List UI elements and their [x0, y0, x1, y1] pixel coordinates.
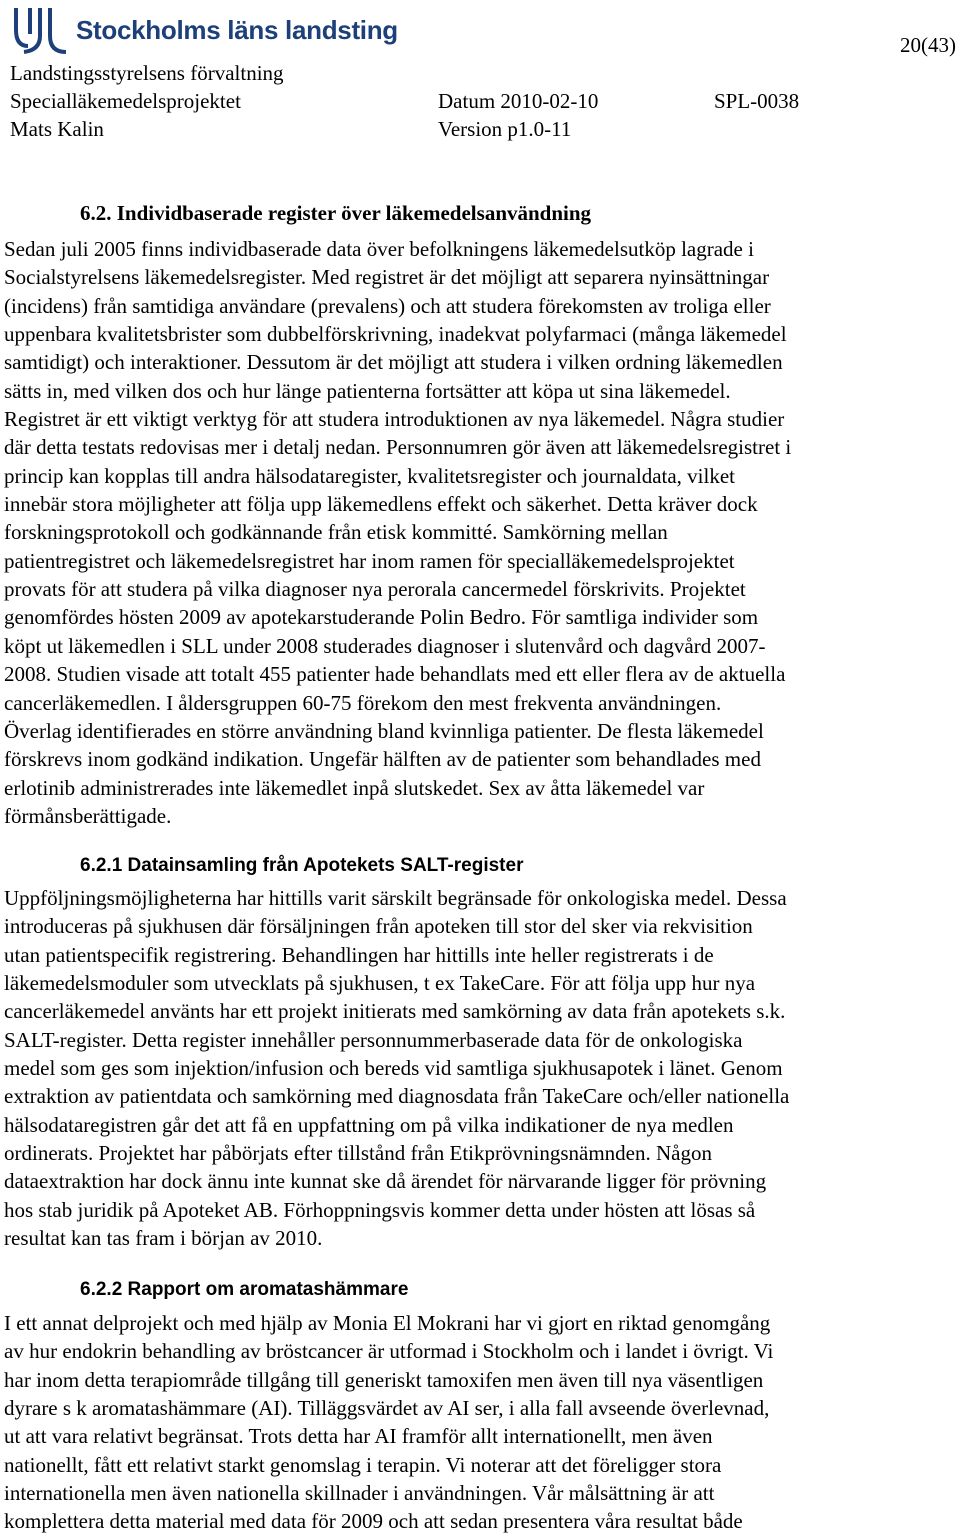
section-heading-6-2: 6.2. Individbaserade register över läkemedelsanvändning: [80, 201, 592, 225]
section-body-6-2: Sedan juli 2005 finns individbaserade data över befolkningens läkemedelsutköp lagrade i Socialstyrelsens läkemedelsregister. Med registret är det möjligt att separera nyinsättningar (incidens) från samtidiga användare (prevalens) och att studera förekomsten av troliga eller uppenbara kvalitetsbrister som dubbelförskrivning, inadekvat polyfarmaci (många läkemedel samtidigt) och interaktioner. Dessutom är det möjligt att studera i vilken ordning läkemedlen sätts in, med vilken dos och hur länge patienterna fortsätter att köpa ut sina läkemedel. Registret är ett viktigt verktyg för att studera introduktionen av nya läkemedel. Några studier där detta testats redovisas mer i detalj nedan. Personnumren gör även att läkemedelsregistret i princip kan kopplas till andra hälsodataregister, kvalitetsregister och journaldata, vilket innebär stora möjligheter att följa upp läkemedlens effekt och säkerhet. Detta kräver dock forskningsprotokoll och godkännande från etisk kommitté. Samkörning mellan patientregistret och läkemedelsregistret har inom ramen för specialläkemedelsprojektet provats för att studera på vilka diagnoser nya perorala cancermedel förskrivits. Projektet genomfördes hösten 2009 av apotekarstuderande Polin Bedro. För samtliga individer som köpt ut läkemedlen i SLL under 2008 studerades diagnoser i slutenvård och dagvård 2007- 2008. Studien visade att totalt 455 patienter hade behandlats med ett eller flera av de aktuella cancerläkemedlen. I åldersgruppen 60-75 förekom den mest frekventa användningen. Överlag identifierades en större användning bland kvinnliga patienter. De flesta läkemedel förskrevs inom godkänd indikation. Ungefär hälften av de patienter som behandlades med erlotinib administrerades inte läkemedlet inpå slutskedet. Sex av åtta läkemedel var förmånsberättigade.: [4, 237, 792, 828]
section-heading-6-2-2: 6.2.2 Rapport om aromatashämmare: [80, 1279, 409, 1300]
document-id: SPL-0038: [714, 89, 800, 113]
organization-name: Stockholms läns landsting: [76, 15, 398, 45]
organization-logo: [10, 6, 398, 54]
author-name: Mats Kalin: [10, 117, 104, 141]
page-number: 20(43): [900, 33, 956, 57]
sll-logo-icon: [10, 6, 70, 54]
department-name: Landstingsstyrelsens förvaltning: [10, 61, 284, 85]
section-heading-6-2-1: 6.2.1 Datainsamling från Apotekets SALT-register: [80, 855, 524, 876]
document-version: Version p1.0-11: [438, 117, 572, 141]
project-name: Specialläkemedelsprojektet: [10, 89, 241, 113]
document-date: Datum 2010-02-10: [438, 89, 599, 113]
section-body-6-2-1: Uppföljningsmöjligheterna har hittills varit särskilt begränsade för onkologiska medel. Dessa introduceras på sjukhusen där försäljningen från apoteken till stor del sker via rekvisition utan patientspecifik registrering. Behandlingen har hittills inte heller registrerats i de läkemedelsmoduler som utvecklats på sjukhusen, t ex TakeCare. För att följa upp hur nya cancerläkemedel använts har ett projekt initierats med samkörning av data från apotekets s.k. SALT-register. Detta register innehåller personnummerbaserade data för de onkologiska medel som ges som injektion/infusion och bereds vid samtliga sjukhusapotek i länet. Genom extraktion av patientdata och samkörning med diagnosdata från TakeCare och/eller nationella hälsodataregistren går det att få en uppfattning om på vilka indikationer de nya medlen ordinerats. Projektet har påbörjats efter tillstånd från Etikprövningsnämnden. Någon dataextraktion har dock ännu inte kunnat ske då ärendet för närvarande ligger för prövning hos stab juridik på Apoteket AB. Förhoppningsvis kommer detta under hösten att lösas så resultat kan tas fram i början av 2010.: [4, 886, 790, 1251]
section-body-6-2-2: I ett annat delprojekt och med hjälp av Monia El Mokrani har vi gjort en riktad genomgång av hur endokrin behandling av bröstcancer är utformad i Stockholm och i landet i övrigt. Vi har inom detta terapiområde tillgång till generiskt tamoxifen men även till nya väsentligen dyrare s k aromatashämmare (AI). Tilläggsvärdet av AI ser, i alla fall avseende överlevnad, ut att vara relativt begränsat. Trots detta har AI framför allt internationellt, men även nationellt, fått ett relativt starkt genomslag i terapin. Vi noterar att det föreligger stora internationella men även nationella skillnader i användningen. Vår målsättning är att komplettera detta material med data för 2009 och att sedan presentera våra resultat både: [4, 1311, 774, 1534]
